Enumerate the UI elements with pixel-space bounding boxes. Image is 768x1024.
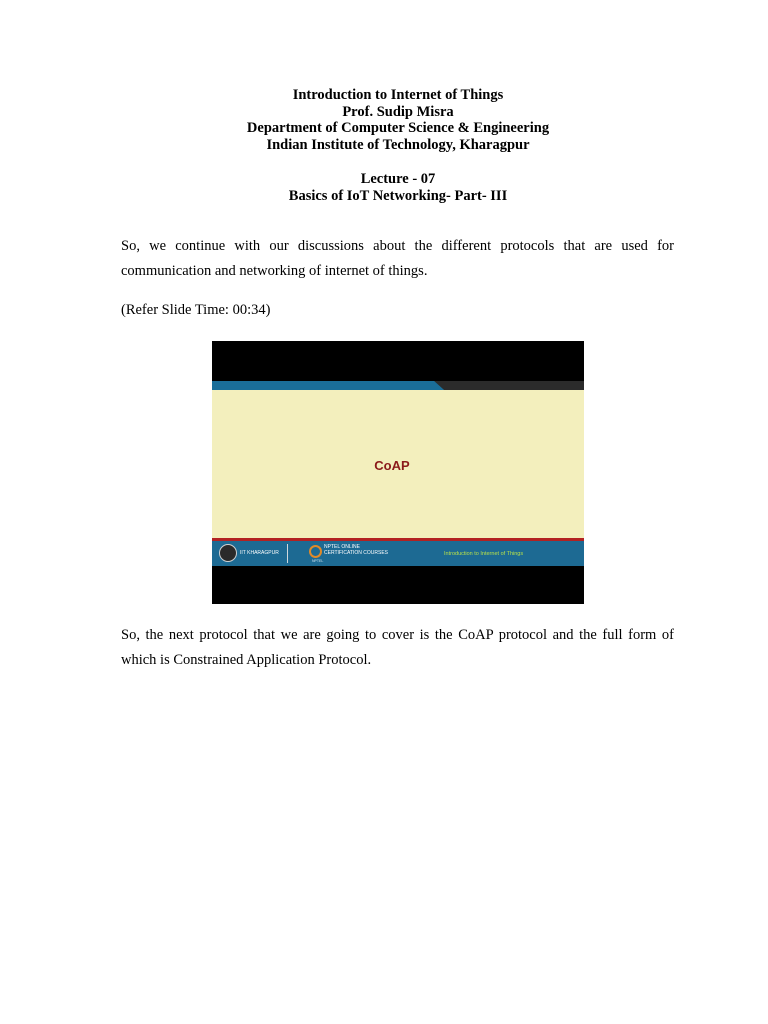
professor-name: Prof. Sudip Misra xyxy=(342,103,454,120)
institute-name: Indian Institute of Technology, Kharagpur xyxy=(266,136,530,153)
footer-nptel-text xyxy=(324,545,388,556)
slide-reference: (Refer Slide Time: 00:34) xyxy=(121,302,271,318)
department-name: Department of Computer Science & Engineering xyxy=(246,120,550,136)
footer-nptel-line2: CERTIFICATION COURSES xyxy=(324,549,388,556)
coap-paragraph: So, the next protocol that we are going to cover is the CoAP protocol and the full form of which is Constrained Application Protocol. xyxy=(121,627,674,668)
course-title: Introduction to Internet of Things xyxy=(292,87,504,103)
slide-top-band-dark xyxy=(434,381,584,390)
nptel-logo-icon xyxy=(309,545,322,558)
lecture-number: Lecture - 07 xyxy=(360,171,436,187)
slide-image xyxy=(212,341,584,604)
footer-divider xyxy=(287,544,288,563)
footer-nptel-line1: NPTEL ONLINE xyxy=(324,544,360,550)
slide-title: CoAP xyxy=(374,458,410,473)
lecture-title: Basics of IoT Networking- Part- III xyxy=(288,187,508,204)
footer-nptel-small: NPTEL xyxy=(312,559,324,563)
lecture-header xyxy=(0,171,768,204)
footer-course-title: Introduction to Internet of Things xyxy=(444,551,524,557)
document-header xyxy=(0,87,768,153)
iit-logo-icon xyxy=(219,544,237,562)
footer-institute: IIT KHARAGPUR xyxy=(240,550,279,556)
intro-paragraph: So, we continue with our discussions about the different protocols that are used for communication and networking of internet of things. xyxy=(121,238,674,279)
